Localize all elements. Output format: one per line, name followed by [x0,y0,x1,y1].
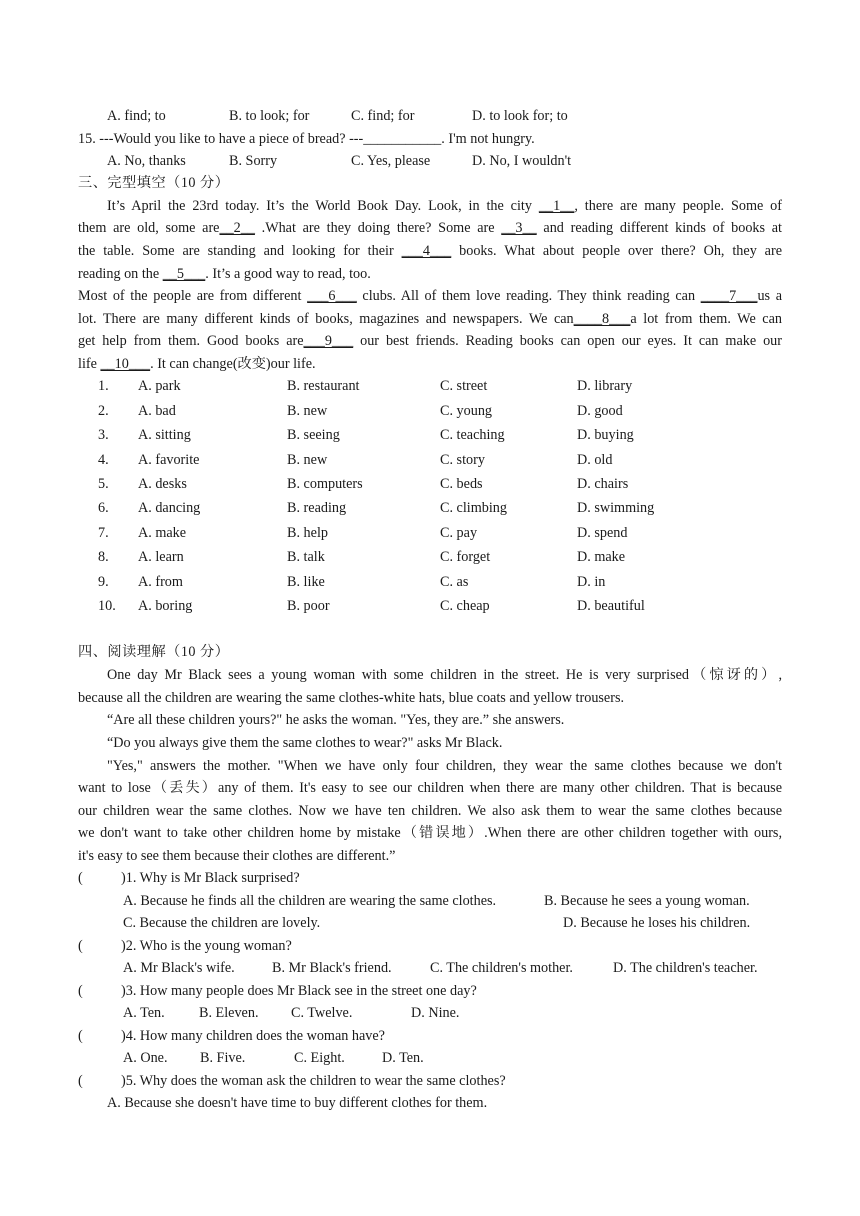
cloze-blank-6: ___6___ [307,288,357,304]
cloze-line-1 [107,197,782,215]
choice-number: 4. [98,452,109,468]
choice-option-c: C. as [440,574,469,590]
choice-option-a: A. boring [138,598,193,614]
choice-option-a: A. sitting [138,427,191,443]
q15-option-a: A. No, thanks [107,153,186,169]
choice-option-b: B. computers [287,476,363,492]
q14-option-a: A. find; to [107,108,166,124]
rq1-option-a: A. Because he finds all the children are wearing the same clothes. [123,893,497,909]
q14-option-c: C. find; for [351,108,415,124]
reading-line-6: want to lose（丢失）any of them. It's easy to see our children when there are many other children. That is because [78,780,782,796]
reading-line-1: One day Mr Black sees a young woman with some children in the street. He is very surprised（惊讶的）, [107,667,782,683]
rq2-stem: )2. Who is the young woman? [121,938,292,954]
reading-line-4: “Do you always give them the same clothes to wear?" asks Mr Black. [107,735,503,751]
q15-option-c: C. Yes, please [351,153,431,169]
cloze-blank-9: ___9___ [303,333,354,349]
reading-line-8: we don't want to take other children home by mistake（错误地）.When there are other children together with ours, [78,825,782,841]
choice-option-d: D. beautiful [577,598,645,614]
cloze-line-4 [78,265,371,283]
cloze-blank-2: __2__ [219,220,255,236]
choice-option-c: C. story [440,452,485,468]
cloze-text: us a [757,288,782,304]
choice-option-c: C. climbing [440,500,507,516]
rq1-option-b: B. Because he sees a young woman. [544,893,750,909]
choice-number: 7. [98,525,109,541]
choice-option-d: D. in [577,574,606,590]
cloze-text: our best friends. Reading books can open our eyes. It can make our [353,333,782,349]
rq4-option-b: B. Five. [200,1050,246,1066]
choice-option-c: C. forget [440,549,491,565]
rq3-stem: )3. How many people does Mr Black see in the street one day? [121,983,477,999]
choice-option-b: B. new [287,403,328,419]
choice-option-c: C. pay [440,525,478,541]
cloze-line-8 [78,355,316,373]
choice-option-d: D. good [577,403,623,419]
cloze-text: clubs. All of them love reading. They think reading can [356,288,701,304]
choice-option-b: B. seeing [287,427,340,443]
q14-option-d: D. to look for; to [472,108,568,124]
choice-number: 9. [98,574,109,590]
cloze-line-5 [78,287,782,305]
choice-option-d: D. spend [577,525,628,541]
cloze-line-6 [78,310,782,328]
choice-option-d: D. buying [577,427,634,443]
answer-paren: ( [78,1028,83,1044]
rq2-option-a: A. Mr Black's wife. [123,960,235,976]
rq2-option-c: C. The children's mother. [430,960,573,976]
choice-option-b: B. like [287,574,325,590]
rq3-option-c: C. Twelve. [291,1005,353,1021]
rq4-option-c: C. Eight. [294,1050,345,1066]
cloze-text: the table. Some are standing and looking for their [78,243,402,259]
answer-paren: ( [78,938,83,954]
cloze-text: , there are many people. Some of [574,198,782,214]
reading-line-3: “Are all these children yours?" he asks the woman. "Yes, they are.” she answers. [107,712,565,728]
answer-paren: ( [78,983,83,999]
cloze-line-7 [78,332,782,350]
cloze-text: reading on the [78,266,163,282]
q14-option-b: B. to look; for [229,108,310,124]
rq3-option-a: A. Ten. [123,1005,165,1021]
cloze-text: . It can change(改变)our life. [150,356,316,372]
choice-number: 6. [98,500,109,516]
cloze-blank-8: ____8___ [573,311,631,327]
q15-option-d: D. No, I wouldn't [472,153,572,169]
section4-heading: 四、阅读理解（10 分） [78,644,230,660]
choice-number: 3. [98,427,109,443]
cloze-text: a lot from them. We can [630,311,782,327]
answer-paren: ( [78,1073,83,1089]
cloze-text: lot. There are many different kinds of books, magazines and newspapers. We can [78,311,574,327]
q15-option-b: B. Sorry [229,153,278,169]
choice-option-b: B. talk [287,549,325,565]
cloze-blank-5: __5___ [162,266,206,282]
cloze-text: get help from them. Good books are [78,333,304,349]
cloze-line-2 [78,219,782,237]
choice-number: 2. [98,403,109,419]
choice-option-c: C. young [440,403,493,419]
cloze-text: It’s April the 23rd today. It’s the World Book Day. Look, in the city [107,198,539,214]
choice-option-b: B. new [287,452,328,468]
rq4-stem: )4. How many children does the woman have? [121,1028,385,1044]
reading-line-9: it's easy to see them because their clothes are different.” [78,848,396,864]
rq4-option-a: A. One. [123,1050,168,1066]
choice-option-b: B. reading [287,500,347,516]
cloze-text: and reading different kinds of books at [536,220,782,236]
choice-option-d: D. swimming [577,500,655,516]
choice-option-d: D. chairs [577,476,629,492]
reading-line-7: our children wear the same clothes. Now we have ten children. We also ask them to wear the same clothes because [78,803,782,819]
choice-option-b: B. help [287,525,328,541]
choice-option-a: A. make [138,525,187,541]
reading-line-5: "Yes," answers the mother. "When we have only four children, they wear the same clothes because we don't [107,758,782,774]
choice-option-a: A. park [138,378,181,394]
rq1-option-c: C. Because the children are lovely. [123,915,321,931]
rq5-option-a: A. Because she doesn't have time to buy different clothes for them. [107,1095,488,1111]
choice-option-b: B. restaurant [287,378,360,394]
choice-number: 8. [98,549,109,565]
cloze-blank-10: __10___ [100,356,151,372]
reading-line-2: because all the children are wearing the same clothes-white hats, blue coats and yellow trousers. [78,690,625,706]
choice-option-c: C. teaching [440,427,505,443]
cloze-blank-3: __3__ [501,220,537,236]
rq2-option-d: D. The children's teacher. [613,960,758,976]
rq3-option-d: D. Nine. [411,1005,460,1021]
choice-option-c: C. street [440,378,488,394]
choice-option-a: A. learn [138,549,184,565]
cloze-line-3 [78,242,782,260]
choice-option-d: D. old [577,452,613,468]
rq4-option-d: D. Ten. [382,1050,424,1066]
choice-option-a: A. bad [138,403,176,419]
choice-option-b: B. poor [287,598,330,614]
choice-option-d: D. library [577,378,633,394]
rq3-option-b: B. Eleven. [199,1005,259,1021]
answer-paren: ( [78,870,83,886]
rq2-option-b: B. Mr Black's friend. [272,960,392,976]
choice-option-c: C. cheap [440,598,490,614]
choice-number: 1. [98,378,109,394]
cloze-text: life [78,356,101,372]
choice-option-a: A. dancing [138,500,201,516]
cloze-text: .What are they doing there? Some are [254,220,502,236]
choice-option-a: A. from [138,574,183,590]
choice-option-a: A. desks [138,476,187,492]
choice-option-a: A. favorite [138,452,200,468]
cloze-text: them are old, some are [78,220,220,236]
choice-number: 10. [98,598,116,614]
choice-number: 5. [98,476,109,492]
cloze-text: . It’s a good way to read, too. [205,266,371,282]
q15-stem: 15. ---Would you like to have a piece of bread? ---___________. I'm not hungry. [78,131,535,147]
cloze-blank-1: __1__ [538,198,575,214]
cloze-text: Most of the people are from different [78,288,308,304]
choice-option-c: C. beds [440,476,483,492]
cloze-blank-7: ____7___ [700,288,758,304]
rq1-stem: )1. Why is Mr Black surprised? [121,870,300,886]
section3-heading: 三、完型填空（10 分） [78,175,230,191]
choice-option-d: D. make [577,549,626,565]
cloze-text: books. What about people over there? Oh, they are [451,243,782,259]
cloze-blank-4: ___4___ [401,243,452,259]
rq1-option-d: D. Because he loses his children. [563,915,751,931]
rq5-stem: )5. Why does the woman ask the children to wear the same clothes? [121,1073,506,1089]
